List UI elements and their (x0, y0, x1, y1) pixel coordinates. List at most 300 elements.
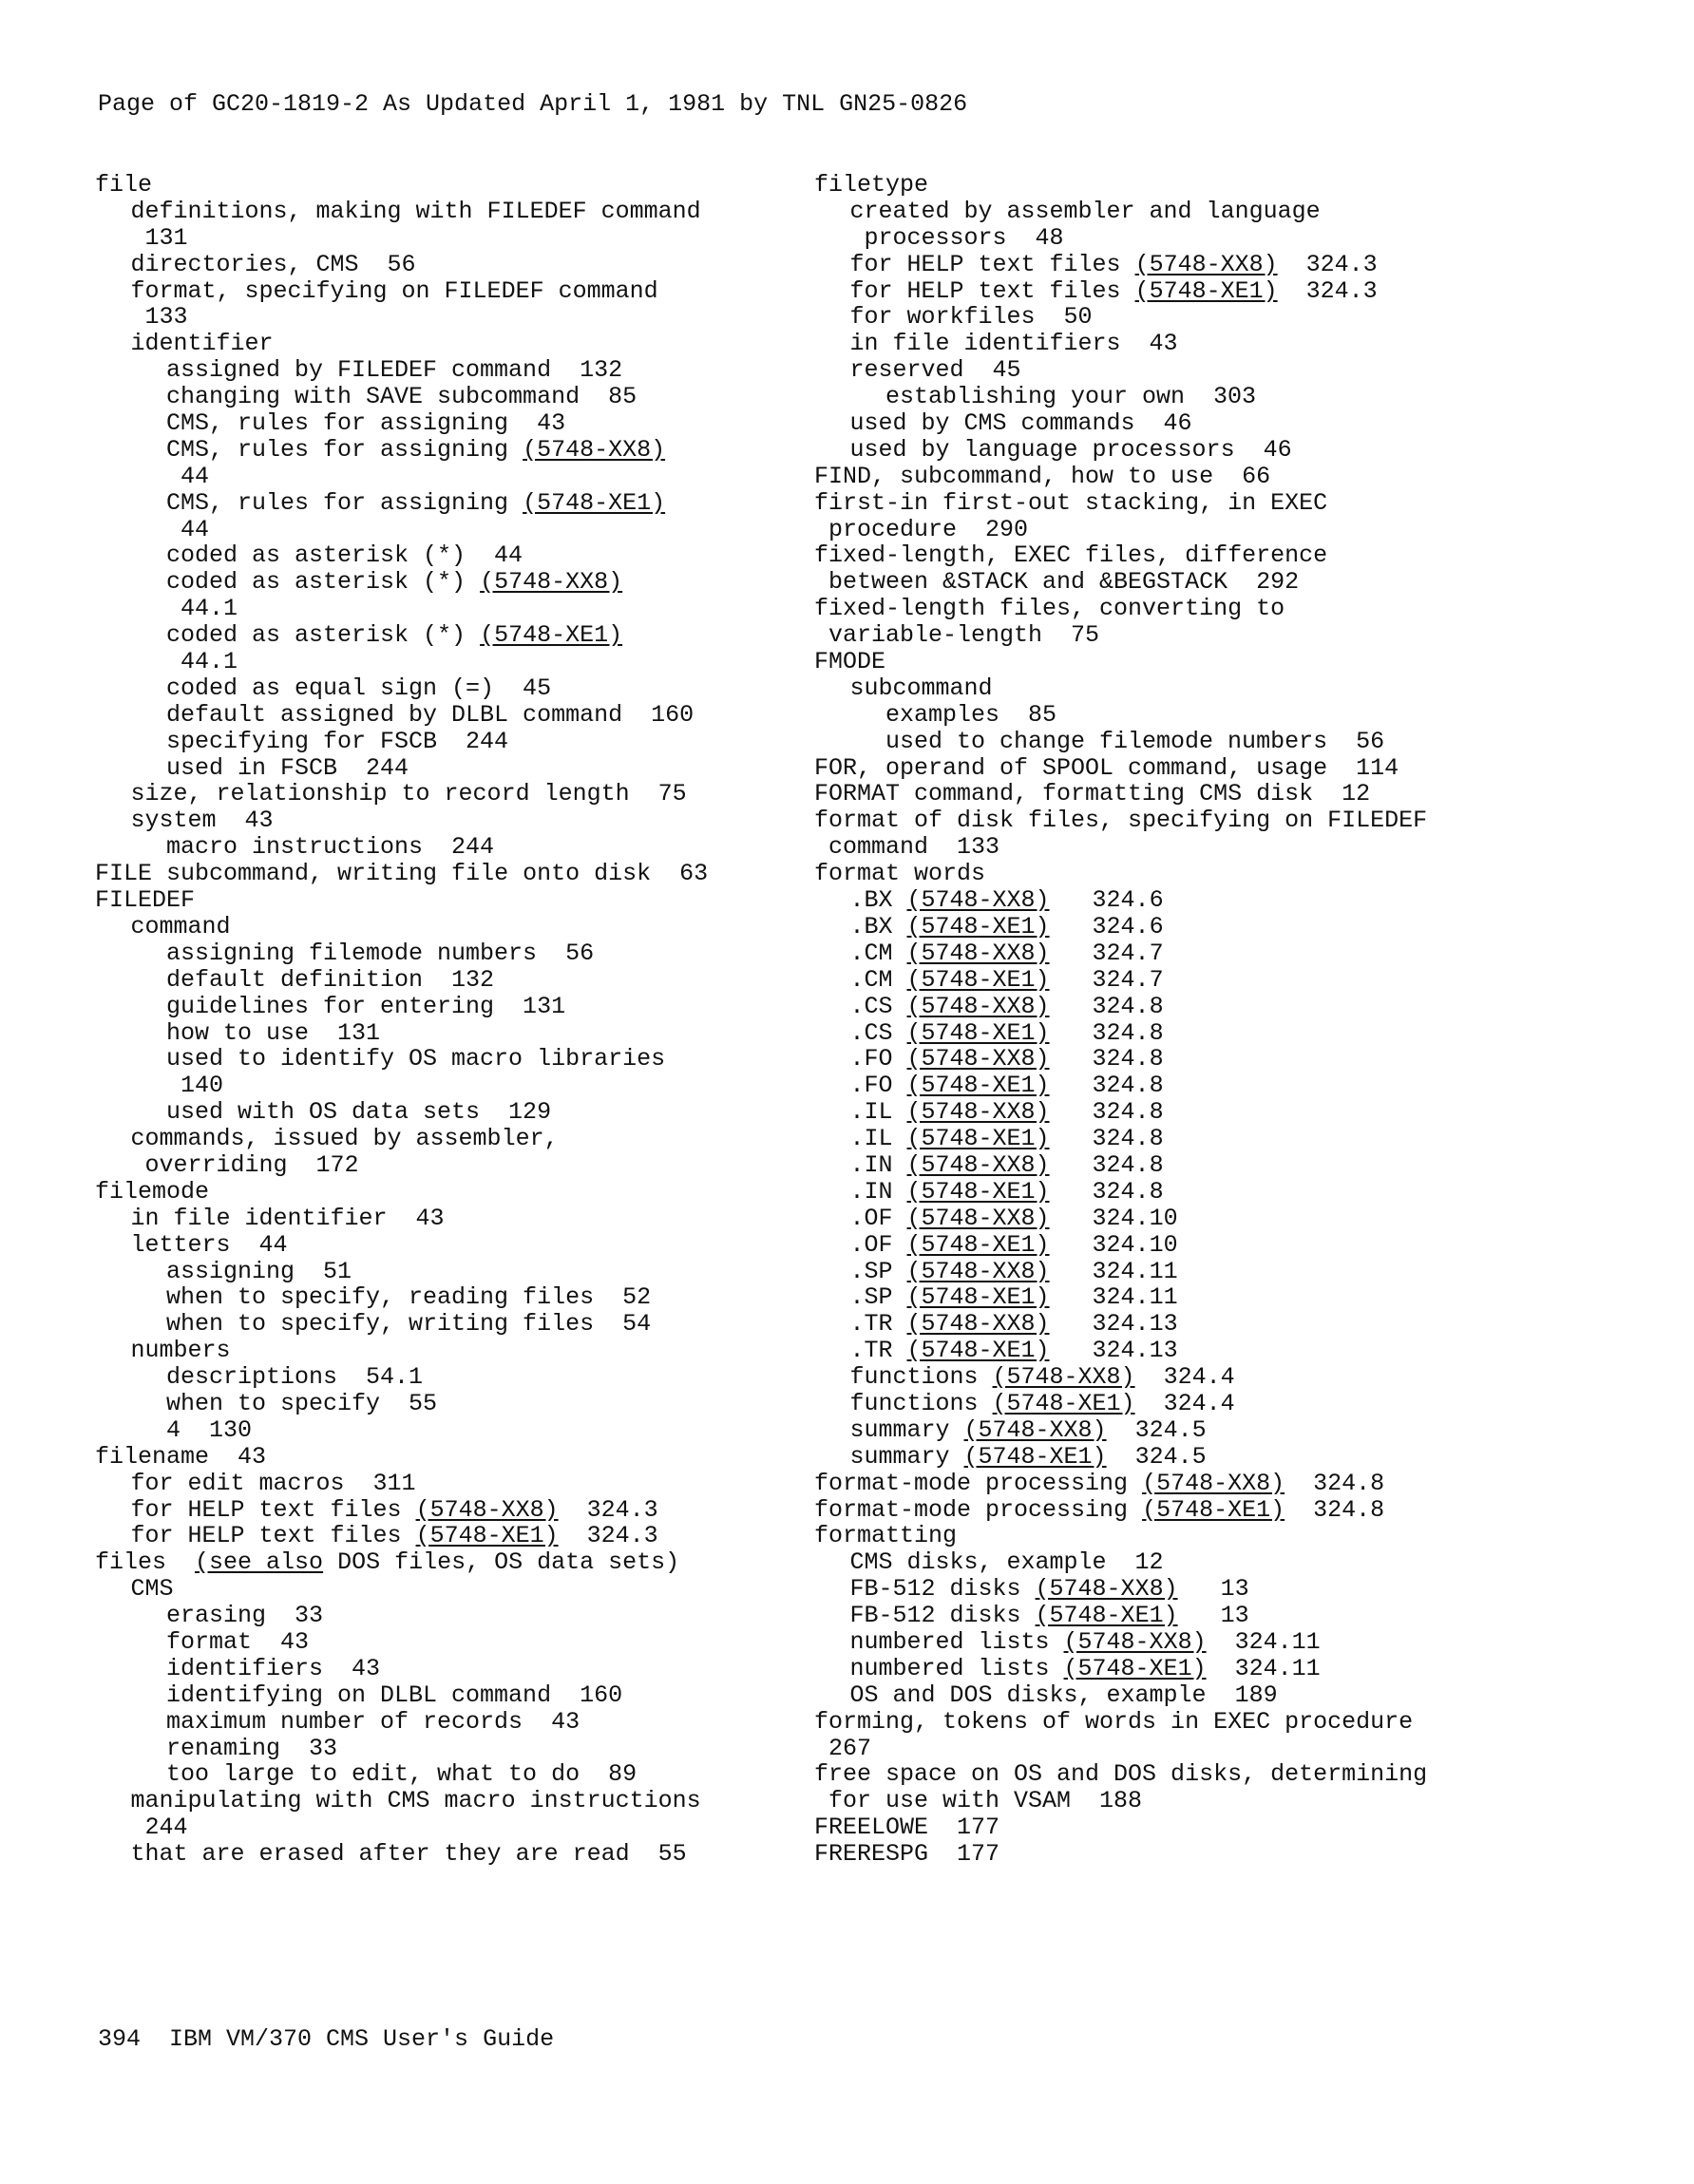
index-entry-text: format-mode processing (814, 1495, 1143, 1524)
index-entry-text: for edit macros 311 (130, 1469, 416, 1497)
index-entry (814, 278, 1631, 305)
index-entry-text: format-mode processing (814, 1469, 1143, 1497)
index-entry-underlined-ref: (5748-XE1) (906, 965, 1050, 994)
index-entry (95, 1497, 808, 1524)
index-entry-underlined-ref: (5748-XX8) (906, 992, 1050, 1020)
index-entry-text: CMS (130, 1575, 174, 1604)
index-entry (95, 517, 808, 543)
index-entry (814, 1206, 1631, 1232)
index-entry (95, 1311, 808, 1338)
index-entry-page-ref: 324.6 (1049, 912, 1164, 940)
index-entry (95, 278, 808, 305)
index-entry-text: first-in first-out stacking, in EXEC (814, 488, 1328, 517)
index-entry (95, 172, 808, 199)
index-entry (814, 1471, 1631, 1497)
index-entry-text: filemode (95, 1177, 210, 1206)
index-column-left (95, 172, 808, 1868)
index-entry-text: 267 (814, 1734, 872, 1762)
index-entry-page-ref: 324.4 (1134, 1363, 1235, 1392)
index-entry (95, 1523, 808, 1549)
index-entry-page-ref: 324.13 (1049, 1310, 1178, 1339)
index-entry-page-ref: 324.8 (1049, 1125, 1164, 1153)
index-entry-text: when to specify, writing files 54 (166, 1310, 652, 1339)
index-entry (95, 1629, 808, 1656)
index-entry-text: .OF (849, 1230, 907, 1259)
index-entry-text: fixed-length, EXEC files, difference (814, 541, 1328, 570)
index-entry-text: .OF (849, 1204, 907, 1232)
index-entry-text: 44 (166, 515, 210, 543)
index-entry (95, 914, 808, 940)
index-entry-text: .SP (849, 1283, 907, 1312)
index-entry (95, 1232, 808, 1259)
index-entry-underlined-ref: (5748-XX8) (906, 1150, 1050, 1179)
index-entry (95, 940, 808, 967)
index-entry-text: FREELOWE 177 (814, 1814, 1000, 1842)
index-entry (95, 1338, 808, 1364)
index-entry (814, 1629, 1631, 1656)
index-entry (814, 1761, 1631, 1788)
index-entry (814, 914, 1631, 940)
index-entry-text: format, specifying on FILEDEF command (130, 276, 658, 305)
index-entry (814, 1788, 1631, 1814)
index-entry-text: FILEDEF (95, 886, 196, 915)
index-entry-page-ref: 324.11 (1206, 1654, 1321, 1682)
index-entry-text: created by assembler and language (849, 197, 1321, 225)
index-entry-text: identifier (130, 330, 274, 358)
index-entry-text: FOR, operand of SPOOL command, usage 114 (814, 753, 1399, 782)
index-entry (814, 1126, 1631, 1152)
index-entry-text: summary (849, 1415, 964, 1444)
index-entry-text: for HELP text files (849, 276, 1135, 305)
index-entry (95, 887, 808, 914)
index-entry (814, 357, 1631, 384)
index-entry-text: that are erased after they are read 55 (130, 1840, 687, 1869)
index-entry (814, 1179, 1631, 1206)
index-entry-text: identifiers 43 (166, 1654, 381, 1682)
index-entry (95, 1549, 808, 1576)
index-entry-text: coded as asterisk (*) (166, 621, 481, 650)
index-entry-underlined-ref: (5748-XE1) (415, 1522, 559, 1550)
index-entry-text: summary (849, 1442, 964, 1471)
index-entry-text: CMS, rules for assigning 43 (166, 409, 566, 438)
index-entry-underlined-ref: (5748-XX8) (963, 1415, 1107, 1444)
index-entry-text: maximum number of records 43 (166, 1707, 581, 1736)
index-entry-text: .TR (849, 1310, 907, 1339)
index-entry (814, 967, 1631, 994)
index-entry (95, 1814, 808, 1841)
index-entry (814, 861, 1631, 887)
index-entry-text: between &STACK and &BEGSTACK 292 (814, 568, 1300, 597)
index-entry (95, 622, 808, 649)
index-entry (95, 569, 808, 596)
index-entry (95, 1152, 808, 1179)
index-entry-text: .IN (849, 1177, 907, 1206)
index-entry-text: for HELP text files (130, 1522, 416, 1550)
index-entry-text: command (130, 912, 231, 940)
index-entry-text: processors 48 (849, 223, 1064, 252)
index-entry (95, 1656, 808, 1682)
index-entry-page-ref: 324.5 (1106, 1415, 1207, 1444)
index-entry (814, 1284, 1631, 1311)
index-entry (95, 1471, 808, 1497)
index-entry-text: .BX (849, 912, 907, 940)
index-entry-underlined-ref: (5748-XX8) (523, 435, 666, 464)
index-entry-page-ref: 324.8 (1049, 1018, 1164, 1047)
index-entry-underlined-ref: (5748-XX8) (906, 1045, 1050, 1073)
index-entry (814, 781, 1631, 807)
index-entry-text: .CM (849, 939, 907, 967)
index-entry (814, 304, 1631, 331)
index-entry-underlined-ref: (5748-XE1) (963, 1442, 1107, 1471)
index-entry-text: for use with VSAM 188 (814, 1787, 1143, 1815)
index-entry-text: .FO (849, 1045, 907, 1073)
index-entry (95, 304, 808, 331)
index-entry (814, 1046, 1631, 1073)
index-entry-text: format of disk files, specifying on FILEDEF (814, 807, 1428, 835)
index-entry-text: default assigned by DLBL command 160 (166, 700, 695, 729)
index-entry-text: used by CMS commands 46 (849, 409, 1192, 438)
index-entry (95, 1682, 808, 1709)
index-entry-text: for workfiles 50 (849, 303, 1093, 332)
index-entry-text: .BX (849, 886, 907, 915)
index-entry (814, 1656, 1631, 1682)
index-entry-page-ref: 324.3 (558, 1522, 658, 1550)
index-entry-text: used to identify OS macro libraries (166, 1045, 666, 1073)
index-entry-page-ref: 324.8 (1049, 1098, 1164, 1127)
index-entry-text: 44.1 (166, 648, 238, 676)
index-entry (95, 1073, 808, 1099)
index-entry (814, 649, 1631, 675)
index-entry-text: 140 (166, 1072, 224, 1100)
index-entry-text: FB-512 disks (849, 1602, 1036, 1630)
index-entry (95, 1761, 808, 1788)
index-entry (95, 1046, 808, 1073)
index-entry-text: erasing 33 (166, 1602, 324, 1630)
index-entry (814, 807, 1631, 834)
index-entry (95, 1099, 808, 1126)
index-entry (95, 1736, 808, 1762)
index-entry-underlined-ref: (5748-XX8) (906, 1204, 1050, 1232)
index-entry-underlined-ref: (5748-XE1) (906, 1018, 1050, 1047)
index-entry-text: .IL (849, 1125, 907, 1153)
index-entry (95, 490, 808, 517)
index-entry-text: renaming 33 (166, 1734, 338, 1762)
index-entry (95, 702, 808, 729)
index-entry-text: .CS (849, 1018, 907, 1047)
index-entry-text: guidelines for entering 131 (166, 992, 566, 1020)
index-entry-text: 44.1 (166, 595, 238, 623)
index-entry-page-ref: 324.3 (558, 1495, 658, 1524)
index-entry-text: definitions, making with FILEDEF command (130, 197, 701, 225)
index-entry (814, 1814, 1631, 1841)
index-entry-text: identifying on DLBL command 160 (166, 1681, 623, 1709)
index-entry (95, 1576, 808, 1603)
index-entry-text: directories, CMS 56 (130, 250, 416, 278)
index-entry-underlined-ref: (5748-XX8) (1134, 250, 1278, 278)
index-entry-text: used with OS data sets 129 (166, 1098, 552, 1127)
index-entry (814, 1259, 1631, 1285)
index-entry (95, 199, 808, 225)
index-entry-text: CMS, rules for assigning (166, 488, 523, 517)
index-entry-text: 44 (166, 462, 210, 490)
index-entry-page-ref: 324.11 (1049, 1283, 1178, 1312)
index-entry (814, 410, 1631, 437)
index-entry-underlined-ref: (5748-XE1) (906, 1337, 1050, 1365)
index-entry-underlined-ref: (5748-XE1) (1035, 1602, 1178, 1630)
index-entry (95, 649, 808, 675)
index-entry-text: .SP (849, 1257, 907, 1285)
index-entry (814, 702, 1631, 729)
index-entry (814, 596, 1631, 622)
index-entry-underlined-ref: (5748-XX8) (906, 1257, 1050, 1285)
index-entry (814, 1391, 1631, 1417)
index-entry-text: FRERESPG 177 (814, 1840, 1000, 1869)
index-entry-text: CMS, rules for assigning (166, 435, 523, 464)
index-entry (95, 1284, 808, 1311)
index-entry-page-ref: 324.11 (1206, 1627, 1321, 1656)
index-entry-text: filetype (814, 171, 929, 199)
index-entry-text: forming, tokens of words in EXEC procedure (814, 1707, 1414, 1736)
index-entry (95, 1417, 808, 1444)
index-entry-page-ref: 324.10 (1049, 1230, 1178, 1259)
index-entry (814, 1709, 1631, 1736)
index-entry (814, 1311, 1631, 1338)
index-entry-text: fixed-length files, converting to (814, 595, 1285, 623)
index-entry (814, 1549, 1631, 1576)
index-entry-text: 244 (130, 1814, 188, 1842)
index-entry (95, 464, 808, 490)
index-entry (95, 1126, 808, 1152)
index-entry-underlined-ref: (5748-XX8) (906, 939, 1050, 967)
index-entry-text: file (95, 171, 153, 199)
index-entry-underlined-ref: (5748-XX8) (992, 1363, 1135, 1392)
index-entry-text: when to specify, reading files 52 (166, 1283, 652, 1312)
index-entry-text: commands, issued by assembler, (130, 1125, 559, 1153)
index-entry-text: .TR (849, 1337, 907, 1365)
index-entry-page-ref: 324.7 (1049, 939, 1164, 967)
index-entry-text: 4 130 (166, 1415, 253, 1444)
index-entry-text: used in FSCB 244 (166, 753, 409, 782)
index-entry-text: FMODE (814, 648, 886, 676)
index-entry (95, 1020, 808, 1047)
index-entry (95, 384, 808, 410)
index-entry-text: too large to edit, what to do 89 (166, 1760, 638, 1789)
index-entry-text: files (95, 1548, 196, 1577)
index-entry (95, 1206, 808, 1232)
index-entry-text: numbers (130, 1337, 231, 1365)
index-entry-page-ref: 324.8 (1049, 992, 1164, 1020)
index-entry-page-ref: 324.13 (1049, 1337, 1178, 1365)
index-entry (814, 384, 1631, 410)
index-entry-underlined-ref: (5748-XE1) (1134, 276, 1278, 305)
index-entry-underlined-ref: (5748-XE1) (1063, 1654, 1207, 1682)
index-entry-text: CMS disks, example 12 (849, 1548, 1164, 1577)
index-entry-underlined-ref: (5748-XE1) (906, 912, 1050, 940)
index-entry (814, 437, 1631, 464)
index-entry-underlined-ref: (5748-XE1) (906, 1283, 1050, 1312)
index-entry-page-ref: 324.8 (1049, 1150, 1164, 1179)
page-header: Page of GC20-1819-2 As Updated April 1, 1981 by TNL GN25-0826 (98, 90, 968, 118)
index-entry-text: for HELP text files (849, 250, 1135, 278)
index-entry (95, 967, 808, 994)
index-entry (814, 1841, 1631, 1868)
index-entry (814, 1682, 1631, 1709)
index-entry-underlined-ref: (5748-XX8) (1063, 1627, 1207, 1656)
index-entry-text: establishing your own 303 (885, 383, 1257, 411)
index-entry (814, 464, 1631, 490)
index-entry (95, 1364, 808, 1391)
index-entry (814, 1417, 1631, 1444)
index-entry-page-ref: 324.8 (1049, 1177, 1164, 1206)
index-entry-underlined-ref: (5748-XE1) (523, 488, 666, 517)
index-entry-text: format 43 (166, 1627, 310, 1656)
index-entry-page-ref: 324.8 (1049, 1072, 1164, 1100)
index-entry-underlined-ref: (5748-XE1) (906, 1125, 1050, 1153)
index-entry (95, 1179, 808, 1206)
index-entry-underlined-ref: (5748-XX8) (1142, 1469, 1285, 1497)
index-entry (814, 1099, 1631, 1126)
index-entry-text: subcommand (849, 674, 993, 702)
index-entry-text: in file identifier 43 (130, 1204, 445, 1232)
index-entry (95, 1603, 808, 1629)
index-entry (814, 1020, 1631, 1047)
index-entry-text: format words (814, 860, 986, 888)
index-entry (814, 1232, 1631, 1259)
index-entry-text: 131 (130, 223, 188, 252)
index-entry-text: default definition 132 (166, 965, 495, 994)
index-entry (95, 410, 808, 437)
index-entry-text: numbered lists (849, 1627, 1064, 1656)
index-entry-text: FIND, subcommand, how to use 66 (814, 462, 1271, 490)
index-entry-underlined-ref: (5748-XE1) (1142, 1495, 1285, 1524)
index-entry-text: macro instructions 244 (166, 833, 495, 862)
index-entry-page-ref: 324.3 (1277, 276, 1378, 305)
index-entry-text: FB-512 disks (849, 1575, 1036, 1604)
index-entry-text: descriptions 54.1 (166, 1363, 424, 1392)
index-entry (95, 1788, 808, 1814)
index-entry-text: changing with SAVE subcommand 85 (166, 383, 638, 411)
index-entry-text: for HELP text files (130, 1495, 416, 1524)
index-entry-page-ref: 324.6 (1049, 886, 1164, 915)
index-entry-text: system 43 (130, 807, 274, 835)
index-entry (814, 1736, 1631, 1762)
index-entry-page-ref: 324.8 (1285, 1469, 1385, 1497)
index-entry-text: coded as equal sign (=) 45 (166, 674, 552, 702)
index-entry-page-ref: 324.3 (1277, 250, 1378, 278)
index-entry (814, 1523, 1631, 1549)
index-entry-text: filename 43 (95, 1442, 267, 1471)
index-entry-text: when to specify 55 (166, 1389, 438, 1417)
index-entry-text: procedure 290 (814, 515, 1029, 543)
index-entry (814, 331, 1631, 357)
index-entry (95, 1709, 808, 1736)
index-entry-text: used to change filemode numbers 56 (885, 727, 1385, 755)
index-entry-underlined-ref: (5748-XE1) (906, 1177, 1050, 1206)
index-entry (814, 172, 1631, 199)
index-entry (95, 1391, 808, 1417)
index-entry-text: variable-length 75 (814, 621, 1100, 650)
index-entry (95, 225, 808, 252)
index-entry (814, 517, 1631, 543)
index-entry-underlined-ref: (5748-XX8) (906, 1098, 1050, 1127)
index-entry-text: in file identifiers 43 (849, 330, 1178, 358)
index-entry-text: assigning filemode numbers 56 (166, 939, 595, 967)
index-entry-underlined-ref: (5748-XX8) (906, 1310, 1050, 1339)
index-entry-underlined-ref: (5748-XX8) (480, 568, 623, 597)
index-entry-underlined-ref: (5748-XE1) (992, 1389, 1135, 1417)
index-entry (95, 1841, 808, 1868)
index-entry-text: manipulating with CMS macro instructions (130, 1787, 701, 1815)
index-entry (814, 887, 1631, 914)
index-entry-text: functions (849, 1363, 993, 1392)
index-entry-text: .CM (849, 965, 907, 994)
index-entry (814, 1338, 1631, 1364)
index-entry-underlined-ref: (5748-XX8) (906, 886, 1050, 915)
index-entry-text: FORMAT command, formatting CMS disk 12 (814, 780, 1371, 808)
index-entry-underlined-ref: (5748-XE1) (906, 1072, 1050, 1100)
index-entry-page-ref: 324.5 (1106, 1442, 1207, 1471)
index-entry (814, 755, 1631, 782)
index-entry (814, 199, 1631, 225)
index-entry (814, 675, 1631, 702)
index-entry-text: command 133 (814, 833, 1000, 862)
index-entry (95, 596, 808, 622)
index-entry (814, 1497, 1631, 1524)
index-entry-page-ref: 324.8 (1285, 1495, 1385, 1524)
index-entry-text: formatting (814, 1522, 958, 1550)
index-entry-text: size, relationship to record length 75 (130, 780, 687, 808)
index-entry-page-ref: 13 (1177, 1575, 1249, 1604)
index-entry-page-ref: 324.10 (1049, 1204, 1178, 1232)
index-column-right (814, 172, 1631, 1868)
index-entry (814, 1073, 1631, 1099)
index-entry-text: coded as asterisk (*) (166, 568, 481, 597)
index-entry-page-ref: DOS files, OS data sets) (323, 1548, 680, 1577)
index-entry-underlined-ref: (see also (195, 1548, 324, 1577)
index-entry-text: assigning 51 (166, 1257, 352, 1285)
index-entry-text: .CS (849, 992, 907, 1020)
index-entry-page-ref: 13 (1177, 1602, 1249, 1630)
index-entry-text: how to use 131 (166, 1018, 381, 1047)
index-entry-text: free space on OS and DOS disks, determining (814, 1760, 1428, 1789)
index-entry (95, 781, 808, 807)
index-entry (814, 940, 1631, 967)
index-entry (95, 1444, 808, 1471)
index-entry (814, 1364, 1631, 1391)
index-entry (95, 1259, 808, 1285)
index-entry (814, 834, 1631, 861)
index-entry (814, 1444, 1631, 1471)
index-entry (814, 542, 1631, 569)
index-entry (814, 622, 1631, 649)
page-footer: 394 IBM VM/370 CMS User's Guide (98, 2025, 555, 2053)
index-entry (814, 252, 1631, 278)
index-entry-page-ref: 324.11 (1049, 1257, 1178, 1285)
index-entry (814, 569, 1631, 596)
index-entry (95, 675, 808, 702)
index-entry (95, 252, 808, 278)
index-entry (95, 729, 808, 755)
index-entry-underlined-ref: (5748-XX8) (415, 1495, 559, 1524)
index-entry-underlined-ref: (5748-XE1) (480, 621, 623, 650)
index-entry-text: assigned by FILEDEF command 132 (166, 356, 623, 385)
index-entry (814, 1152, 1631, 1179)
index-entry (814, 225, 1631, 252)
index-entry (95, 755, 808, 782)
index-entry (95, 357, 808, 384)
index-entry (95, 542, 808, 569)
index-entry (814, 994, 1631, 1020)
